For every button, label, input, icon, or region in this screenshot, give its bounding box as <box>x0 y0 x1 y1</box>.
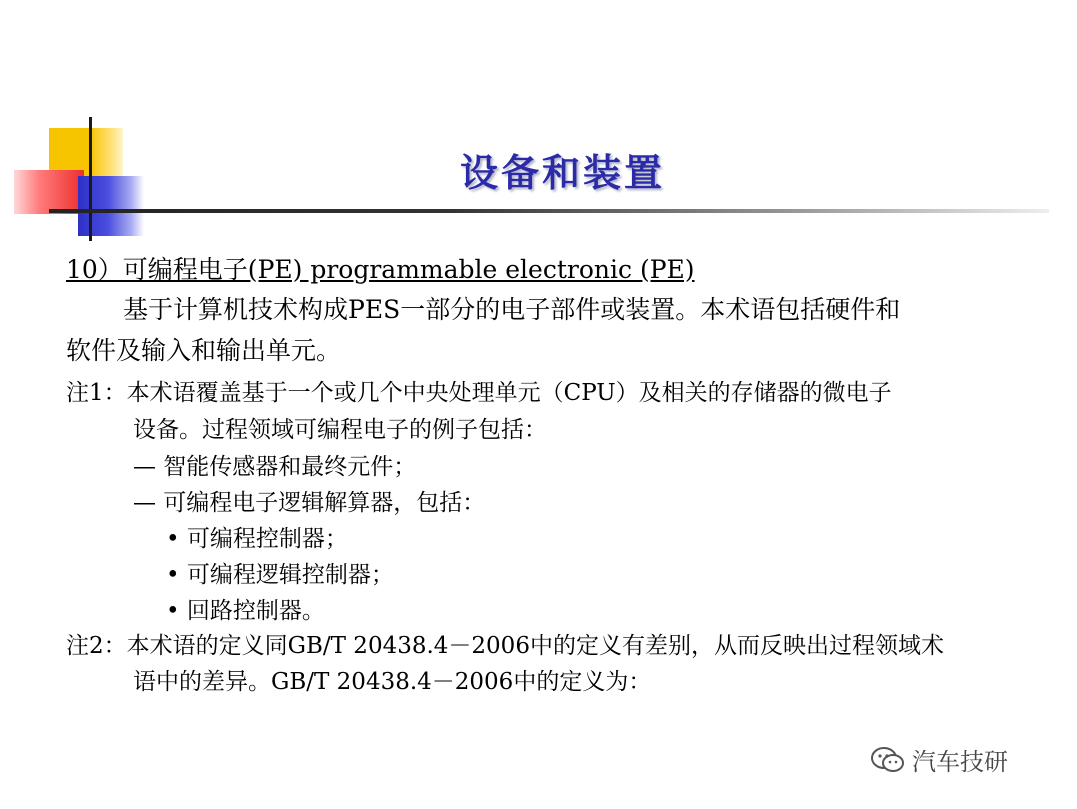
definition-line-1: 基于计算机技术构成PES一部分的电子部件或装置。本术语包括硬件和 <box>123 295 901 324</box>
wechat-icon <box>870 746 906 774</box>
note1-bullet-3: • 回路控制器。 <box>166 598 325 624</box>
note1-dash-item-1: — 智能传感器和最终元件； <box>133 454 417 480</box>
watermark <box>870 742 1008 777</box>
note2-line-2: 语中的差异。GB/T 20438.4－2006中的定义为： <box>133 669 652 695</box>
decor-red-square <box>14 170 84 214</box>
decor-vertical-line <box>89 117 92 241</box>
note1-dash-item-2: — 可编程电子逻辑解算器，包括： <box>133 490 486 516</box>
note1-line-2: 设备。过程领域可编程电子的例子包括： <box>133 417 547 443</box>
term-heading: 10）可编程电子(PE) programmable electronic (PE) <box>66 255 695 284</box>
definition-line-2: 软件及输入和输出单元。 <box>66 336 342 365</box>
note1-bullet-1: • 可编程控制器； <box>166 526 348 552</box>
note2-line-1: 注2：本术语的定义同GB/T 20438.4－2006中的定义有差别，从而反映出过程领域术 <box>66 633 944 659</box>
decor-horizontal-rule <box>49 209 1049 213</box>
note1-bullet-2: • 可编程逻辑控制器； <box>166 562 394 588</box>
watermark-text: 汽车技研 <box>912 748 1008 776</box>
slide-title: 设备和装置 <box>460 150 666 195</box>
note1-line-1: 注1：本术语覆盖基于一个或几个中央处理单元（CPU）及相关的存储器的微电子 <box>66 380 892 406</box>
decor-blue-square <box>78 176 144 236</box>
